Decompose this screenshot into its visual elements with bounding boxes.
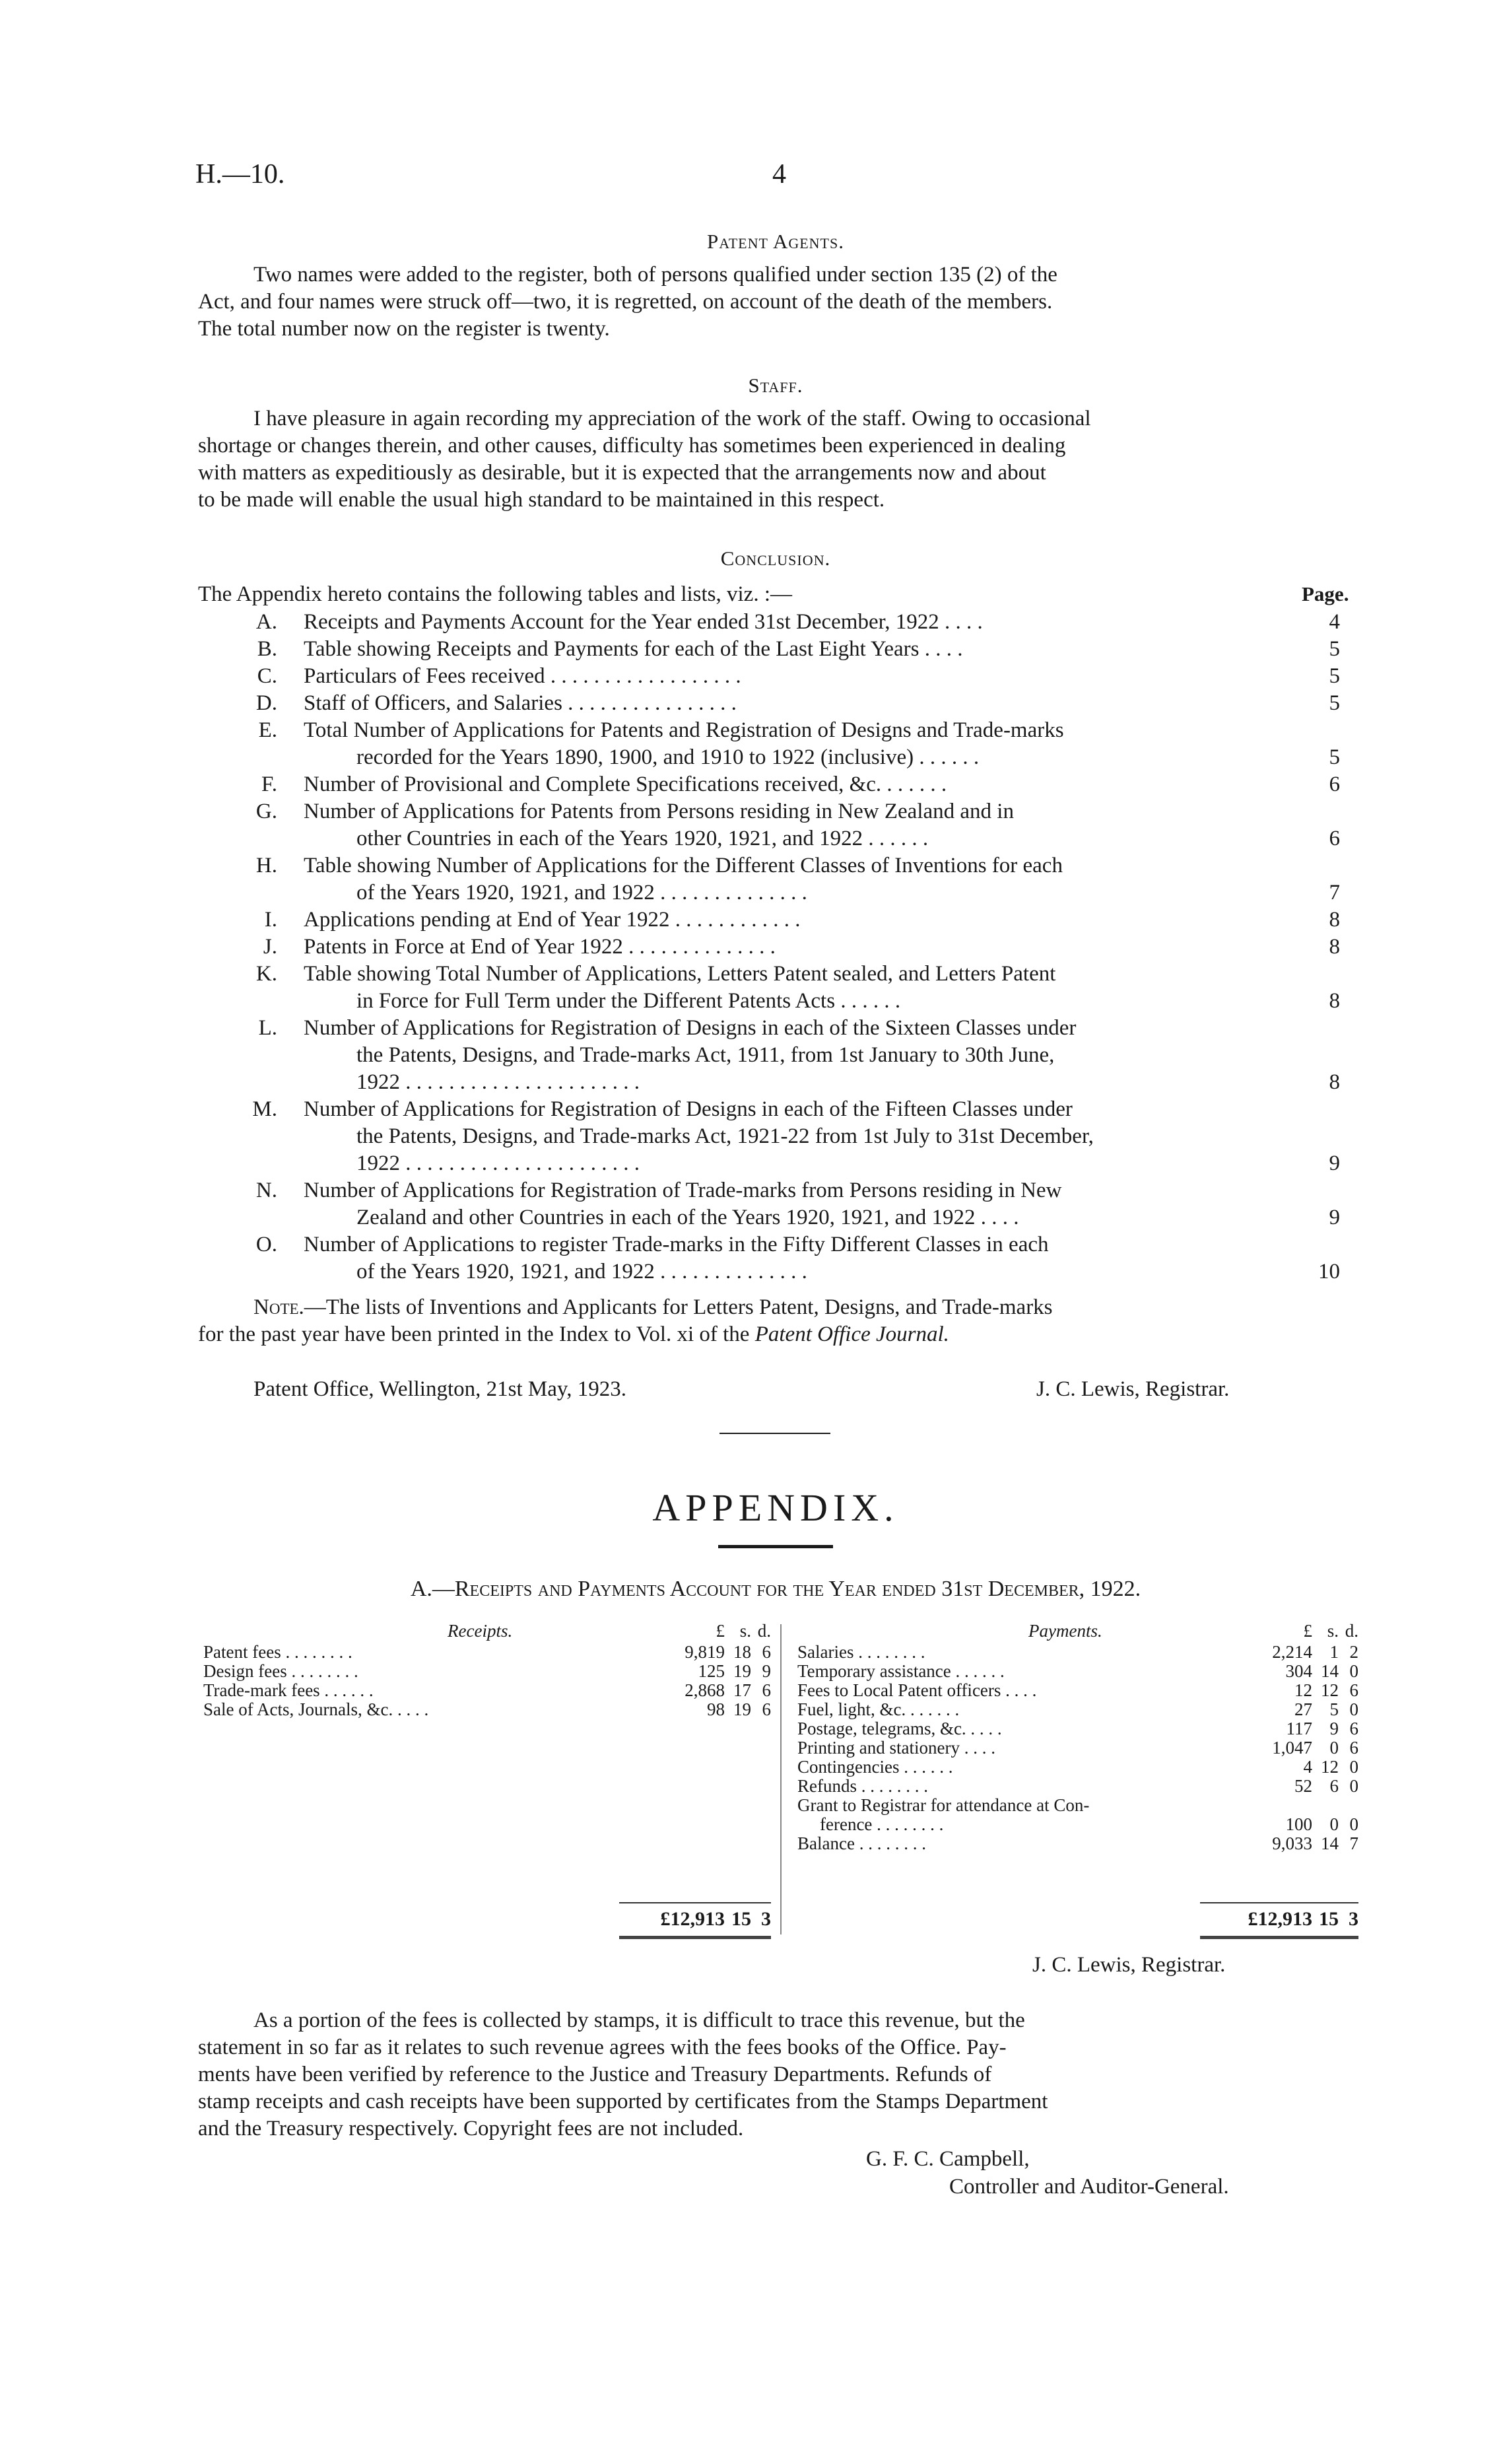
list-text: Receipts and Payments Account for the Year ended 31st December, 1922 . . . . [304, 610, 983, 634]
list-page: 6 [1329, 827, 1340, 850]
list-page: 6 [1329, 772, 1340, 796]
list-page: 5 [1329, 691, 1340, 715]
receipt-label: Design fees . . . . . . . . [203, 1661, 358, 1681]
list-page: 8 [1329, 935, 1340, 959]
list-text: Zealand and other Countries in each of the Years 1920, 1921, and 1922 . . . . [356, 1206, 1019, 1229]
list-page: 8 [1329, 908, 1340, 932]
receipt-shillings: 17 [733, 1680, 751, 1700]
list-letter: D. [255, 691, 277, 715]
payment-pence: 2 [1349, 1642, 1358, 1662]
payments-heading: Payments. [1028, 1621, 1102, 1641]
list-letter: I. [264, 908, 277, 932]
payment-pence: 6 [1349, 1680, 1358, 1700]
conclusion-intro: The Appendix hereto contains the following tables and lists, viz. :— [198, 582, 792, 606]
list-letter: B. [257, 637, 277, 661]
list-text: of the Years 1920, 1921, and 1922 . . . . . . . . . . . . . . [356, 881, 807, 905]
col-pence: d. [1345, 1621, 1358, 1641]
list-text: Number of Applications to register Trade-marks in the Fifty Different Classes in each [304, 1233, 1049, 1256]
appendix-title: APPENDIX. [652, 1486, 899, 1529]
receipt-shillings: 19 [733, 1699, 751, 1719]
payment-pounds: 304 [1285, 1661, 1312, 1681]
payment-pounds: 12 [1294, 1680, 1312, 1700]
payment-shillings: 12 [1321, 1680, 1339, 1700]
note-text: for the past year have been printed in the Index to Vol. xi of the [198, 1322, 750, 1346]
list-text: Applications pending at End of Year 1922 . . . . . . . . . . . . [304, 908, 801, 932]
payment-label: Balance . . . . . . . . [797, 1833, 926, 1853]
receipt-pounds: 98 [707, 1699, 725, 1719]
payments-total-pounds: £12,913 [1248, 1908, 1312, 1930]
audit-line: statement in so far as it relates to such revenue agrees with the fees books of the Office. Pay- [198, 2036, 1007, 2059]
conclusion-heading: Conclusion. [720, 547, 831, 570]
payment-shillings: 14 [1321, 1661, 1339, 1681]
receipts-total-pence: 3 [761, 1908, 771, 1930]
paragraph-line: Act, and four names were struck off—two, it is regretted, on account of the death of the members. [198, 290, 1053, 314]
list-text: Number of Applications for Registration of Trade-marks from Persons residing in New [304, 1179, 1062, 1202]
note-paragraph-cont [198, 1321, 1353, 1348]
list-page: 7 [1329, 881, 1340, 905]
patent-agents-heading: Patent Agents. [707, 230, 844, 253]
payment-pence: 6 [1349, 1719, 1358, 1738]
journal-title: Patent Office Journal. [754, 1322, 949, 1346]
payment-label: Printing and stationery . . . . [797, 1738, 995, 1758]
list-letter: A. [255, 610, 277, 634]
list-text: of the Years 1920, 1921, and 1922 . . . . . . . . . . . . . . [356, 1260, 807, 1283]
payment-pounds: 100 [1285, 1814, 1312, 1834]
page-column-heading: Page. [1302, 582, 1349, 605]
list-letter: F. [261, 772, 277, 796]
audit-line: As a portion of the fees is collected by stamps, it is difficult to trace this revenue, but the [253, 2008, 1025, 2032]
list-text: Total Number of Applications for Patents and Registration of Designs and Trade-marks [304, 718, 1064, 742]
title-underline [718, 1545, 833, 1548]
receipt-shillings: 19 [733, 1661, 751, 1681]
list-page: 10 [1318, 1260, 1340, 1283]
payment-pence: 0 [1349, 1814, 1358, 1834]
payments-total-shillings: 15 [1319, 1908, 1339, 1930]
staff-heading: Staff. [748, 374, 803, 397]
payment-pence: 0 [1349, 1661, 1358, 1681]
registrar-signature: J. C. Lewis, Registrar. [1036, 1377, 1230, 1401]
payment-pounds: 4 [1303, 1757, 1312, 1777]
col-pound: £ [1303, 1621, 1312, 1641]
list-text: Number of Applications for Registration of Designs in each of the Fifteen Classes under [304, 1097, 1073, 1121]
col-pence: d. [757, 1621, 771, 1641]
payments-total-underline [1200, 1936, 1358, 1939]
page-number: 4 [772, 159, 786, 189]
payment-pounds: 9,033 [1272, 1833, 1312, 1853]
receipt-pounds: 9,819 [685, 1642, 725, 1662]
payment-shillings: 12 [1321, 1757, 1339, 1777]
list-letter: O. [255, 1233, 277, 1256]
paragraph-line: to be made will enable the usual high standard to be maintained in this respect. [198, 488, 885, 512]
audit-line: and the Treasury respectively. Copyright fees are not included. [198, 2117, 744, 2140]
payment-label: Grant to Registrar for attendance at Con- [797, 1795, 1090, 1815]
list-page: 8 [1329, 1070, 1340, 1094]
list-page: 9 [1329, 1151, 1340, 1175]
payment-shillings: 0 [1329, 1814, 1339, 1834]
table-divider [780, 1624, 782, 1934]
payment-label: Fuel, light, &c. . . . . . . [797, 1699, 960, 1719]
list-letter: C. [257, 664, 277, 688]
payment-label: Refunds . . . . . . . . [797, 1776, 928, 1796]
list-letter: M. [252, 1097, 277, 1121]
receipts-total-shillings: 15 [731, 1908, 751, 1930]
receipt-pounds: 125 [698, 1661, 725, 1681]
list-text: the Patents, Designs, and Trade-marks Act, 1921-22 from 1st July to 31st December, [356, 1124, 1094, 1148]
receipt-pounds: 2,868 [685, 1680, 725, 1700]
list-letter: E. [258, 718, 277, 742]
payment-label: Salaries . . . . . . . . [797, 1642, 925, 1662]
payment-label: Postage, telegrams, &c. . . . . [797, 1719, 1002, 1738]
payments-total-pence: 3 [1349, 1908, 1358, 1930]
payment-pounds: 52 [1294, 1776, 1312, 1796]
list-text: Staff of Officers, and Salaries . . . . . . . . . . . . . . . . [304, 691, 737, 715]
payment-pence: 6 [1349, 1738, 1358, 1758]
list-page: 9 [1329, 1206, 1340, 1229]
list-page: 5 [1329, 637, 1340, 661]
list-text: in Force for Full Term under the Different Patents Acts . . . . . . [356, 989, 901, 1013]
receipts-total-underline [619, 1936, 771, 1939]
list-text: recorded for the Years 1890, 1900, and 1910 to 1922 (inclusive) . . . . . . [356, 745, 980, 769]
payment-shillings: 6 [1329, 1776, 1339, 1796]
list-letter: H. [255, 854, 277, 877]
payment-pence: 0 [1349, 1757, 1358, 1777]
list-text: Table showing Total Number of Applications, Letters Patent sealed, and Letters Patent [304, 962, 1056, 986]
auditor-name: G. F. C. Campbell, [866, 2147, 1030, 2171]
payment-pounds: 2,214 [1272, 1642, 1312, 1662]
signoff-place-date: Patent Office, Wellington, 21st May, 1923. [253, 1377, 626, 1401]
col-pound: £ [716, 1621, 725, 1641]
list-letter: N. [255, 1179, 277, 1202]
payment-shillings: 0 [1329, 1738, 1339, 1758]
note-label: Note. [253, 1295, 304, 1319]
receipt-label: Sale of Acts, Journals, &c. . . . . [203, 1699, 429, 1719]
list-letter: G. [255, 800, 277, 823]
paragraph-line: I have pleasure in again recording my appreciation of the work of the staff. Owing to occasional [253, 407, 1091, 430]
receipts-sum-rule [619, 1902, 771, 1903]
receipt-pence: 6 [762, 1680, 771, 1700]
receipt-label: Patent fees . . . . . . . . [203, 1642, 352, 1662]
payment-pence: 0 [1349, 1699, 1358, 1719]
document-reference: H.—10. [195, 159, 285, 189]
paragraph-line: shortage or changes therein, and other causes, difficulty has sometimes been experienced in dealing [198, 434, 1066, 458]
list-text: Number of Applications for Registration of Designs in each of the Sixteen Classes under [304, 1016, 1077, 1040]
payment-pounds: 117 [1286, 1719, 1312, 1738]
receipt-pence: 6 [762, 1699, 771, 1719]
payment-pounds: 27 [1294, 1699, 1312, 1719]
list-page: 5 [1329, 745, 1340, 769]
list-page: 5 [1329, 664, 1340, 688]
col-shillings: s. [1327, 1621, 1339, 1641]
payment-shillings: 1 [1329, 1642, 1339, 1662]
paragraph-line: with matters as expeditiously as desirable, but it is expected that the arrangements now and about [198, 461, 1046, 485]
auditor-title: Controller and Auditor-General. [949, 2175, 1229, 2199]
list-text: 1922 . . . . . . . . . . . . . . . . . . . . . . [356, 1070, 640, 1094]
payment-label: Contingencies . . . . . . [797, 1757, 953, 1777]
list-text: the Patents, Designs, and Trade-marks Act, 1911, from 1st January to 30th June, [356, 1043, 1055, 1067]
payments-sum-rule [1200, 1902, 1358, 1903]
list-page: 4 [1329, 610, 1340, 634]
payment-shillings: 14 [1321, 1833, 1339, 1853]
payment-shillings: 9 [1329, 1719, 1339, 1738]
note-text: —The lists of Inventions and Applicants for Letters Patent, Designs, and Trade-marks [304, 1295, 1053, 1319]
list-text: 1922 . . . . . . . . . . . . . . . . . . . . . . [356, 1151, 640, 1175]
list-letter: K. [255, 962, 277, 986]
receipt-label: Trade-mark fees . . . . . . [203, 1680, 374, 1700]
list-page: 8 [1329, 989, 1340, 1013]
list-text: Table showing Receipts and Payments for each of the Last Eight Years . . . . [304, 637, 963, 661]
note-paragraph [198, 1294, 1353, 1320]
receipts-total-pounds: £12,913 [660, 1908, 725, 1930]
payment-label: Fees to Local Patent officers . . . . [797, 1680, 1037, 1700]
paragraph-line: Two names were added to the register, both of persons qualified under section 135 (2) of the [253, 263, 1057, 287]
payment-label: Temporary assistance . . . . . . [797, 1661, 1005, 1681]
list-text: Number of Applications for Patents from Persons residing in New Zealand and in [304, 800, 1014, 823]
payment-shillings: 5 [1329, 1699, 1339, 1719]
registrar-signature-appendix: J. C. Lewis, Registrar. [1032, 1953, 1226, 1977]
receipt-shillings: 18 [733, 1642, 751, 1662]
paragraph-line: The total number now on the register is twenty. [198, 317, 610, 341]
col-shillings: s. [739, 1621, 751, 1641]
list-text: other Countries in each of the Years 1920, 1921, and 1922 . . . . . . [356, 827, 929, 850]
list-letter: L. [258, 1016, 277, 1040]
list-text: Table showing Number of Applications for the Different Classes of Inventions for each [304, 854, 1063, 877]
receipt-pence: 9 [762, 1661, 771, 1681]
receipts-heading: Receipts. [448, 1621, 513, 1641]
account-title: A.—Receipts and Payments Account for the Year ended 31st December, 1922. [410, 1577, 1141, 1601]
list-text: Particulars of Fees received . . . . . . . . . . . . . . . . . . [304, 664, 741, 688]
list-letter: J. [263, 935, 277, 959]
payment-pounds: 1,047 [1272, 1738, 1312, 1758]
payment-label: ference . . . . . . . . [820, 1814, 944, 1834]
audit-line: stamp receipts and cash receipts have been supported by certificates from the Stamps Department [198, 2090, 1048, 2113]
list-text: Number of Provisional and Complete Specifications received, &c. . . . . . . [304, 772, 947, 796]
audit-line: ments have been verified by reference to the Justice and Treasury Departments. Refunds of [198, 2063, 992, 2086]
receipt-pence: 6 [762, 1642, 771, 1662]
payment-pence: 7 [1349, 1833, 1358, 1853]
payment-pence: 0 [1349, 1776, 1358, 1796]
section-divider [719, 1433, 830, 1434]
list-text: Patents in Force at End of Year 1922 . . . . . . . . . . . . . . [304, 935, 776, 959]
